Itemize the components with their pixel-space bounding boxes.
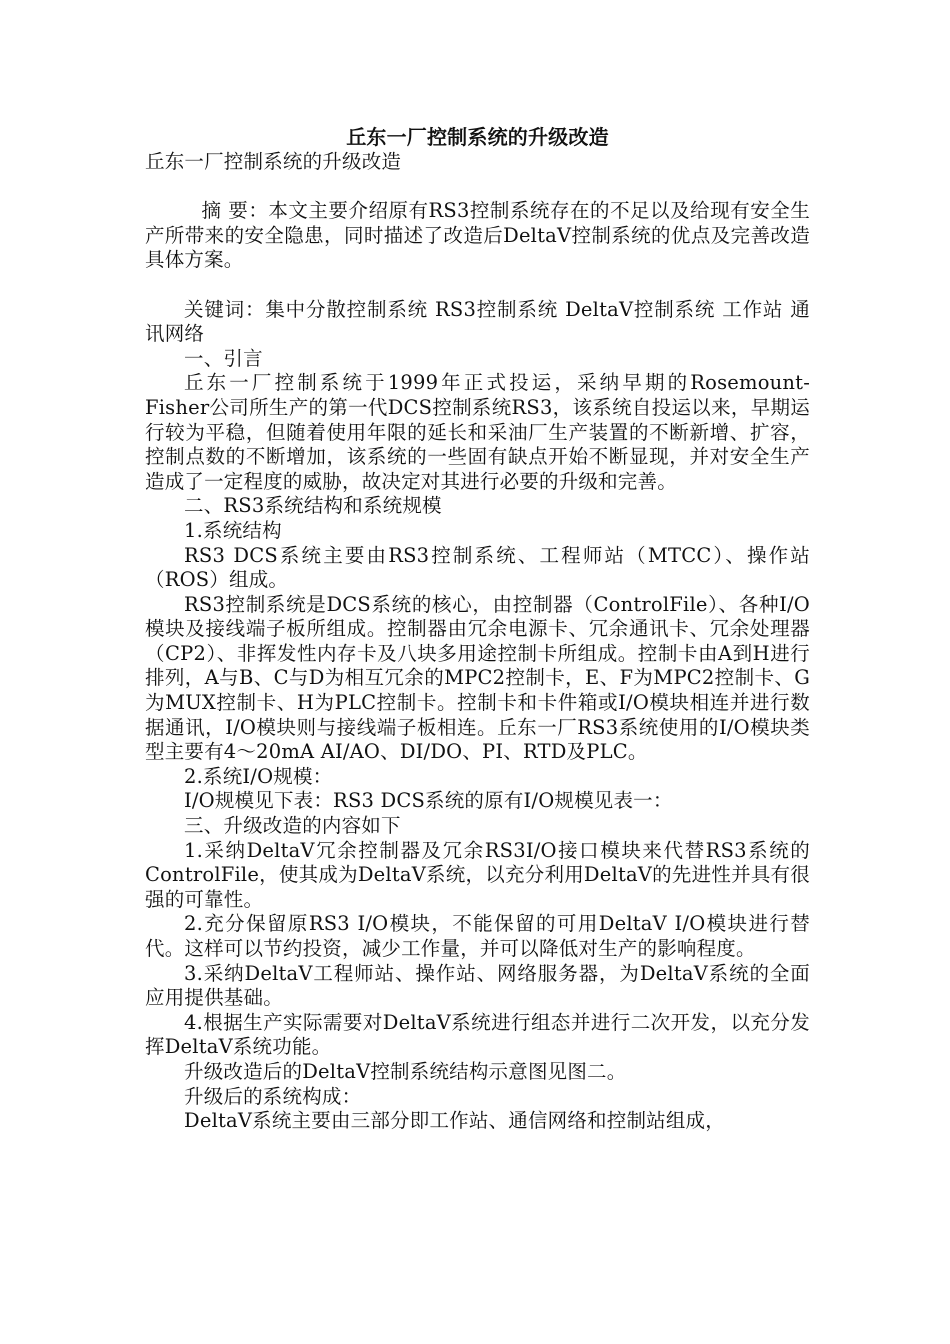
abstract-paragraph: 摘 要：本文主要介绍原有RS3控制系统存在的不足以及给现有安全生产所带来的安全隐患，同时描述了改造后DeltaV控制系统的优点及完善改造具体方案。 <box>145 199 810 272</box>
body-paragraph: DeltaV系统主要由三部分即工作站、通信网络和控制站组成， <box>184 1109 725 1133</box>
list-item: 3.采纳DeltaV工程师站、操作站、网络服务器，为DeltaV系统的全面应用提供基础。 <box>145 961 810 1010</box>
body-paragraph: 升级后的系统构成： <box>184 1084 362 1108</box>
document-page <box>145 124 810 1134</box>
document-title: 丘东一厂控制系统的升级改造 <box>346 125 609 149</box>
section-heading-rs3-structure: 二、RS3系统结构和系统规模 <box>184 494 442 518</box>
body-paragraph: RS3控制系统是DCS系统的核心，由控制器（ControlFile）、各种I/O模块及接线端子板所组成。控制器由冗余电源卡、冗余通讯卡、冗余处理器（CP2）、非挥发性内存卡及八块多用途控制卡所组成。控制卡由A到H进行排列，A与B、C与D为相互冗余的MPC2控制卡，E、F为MPC2控制卡、G为MUX控制卡、H为PLC控制卡。控制卡和卡件箱或I/O模块相连并进行数据通讯，I/O模块则与接线端子板相连。丘东一厂RS3系统使用的I/O模块类型主要有4～20mA AI/AO、DI/DO、PI、RTD及PLC。 <box>145 592 810 764</box>
list-item: 2.充分保留原RS3 I/O模块，不能保留的可用DeltaV I/O模块进行替代。这样可以节约投资，减少工作量，并可以降低对生产的影响程度。 <box>145 912 810 960</box>
blank-line <box>145 175 810 200</box>
keywords-paragraph: 关键词：集中分散控制系统 RS3控制系统 DeltaV控制系统 工作站 通讯网络 <box>145 297 810 346</box>
blank-line <box>145 273 810 298</box>
list-item: 4.根据生产实际需要对DeltaV系统进行组态并进行二次开发，以充分发挥DeltaV系统功能。 <box>145 1010 810 1059</box>
list-item: 1.采纳DeltaV冗余控制器及冗余RS3I/O接口模块来代替RS3系统的ControlFile，使其成为DeltaV系统，以充分利用DeltaV的先进性并具有很强的可靠性。 <box>145 838 810 911</box>
body-paragraph: RS3 DCS系统主要由RS3控制系统、工程师站（MTCC）、操作站（ROS）组成。 <box>145 543 810 592</box>
document-subtitle: 丘东一厂控制系统的升级改造 <box>145 150 402 173</box>
section-heading-introduction: 一、引言 <box>184 346 263 370</box>
body-paragraph: 升级改造后的DeltaV控制系统结构示意图见图二。 <box>184 1059 627 1083</box>
subheading-io-scale: 2.系统I/O规模： <box>184 764 333 788</box>
subheading-system-structure: 1.系统结构 <box>184 518 282 542</box>
body-paragraph: 丘东一厂控制系统于1999年正式投运，采纳早期的Rosemount-Fisher公司所生产的第一代DCS控制系统RS3，该系统自投运以来，早期运行较为平稳，但随着使用年限的延长和采油厂生产装置的不断新增、扩容，控制点数的不断增加，该系统的一些固有缺点开始不断显现，并对安全生产造成了一定程度的威胁，故决定对其进行必要的升级和完善。 <box>145 371 810 493</box>
body-paragraph: I/O规模见下表：RS3 DCS系统的原有I/O规模见表一： <box>184 789 673 813</box>
section-heading-upgrade-content: 三、升级改造的内容如下 <box>184 814 401 838</box>
